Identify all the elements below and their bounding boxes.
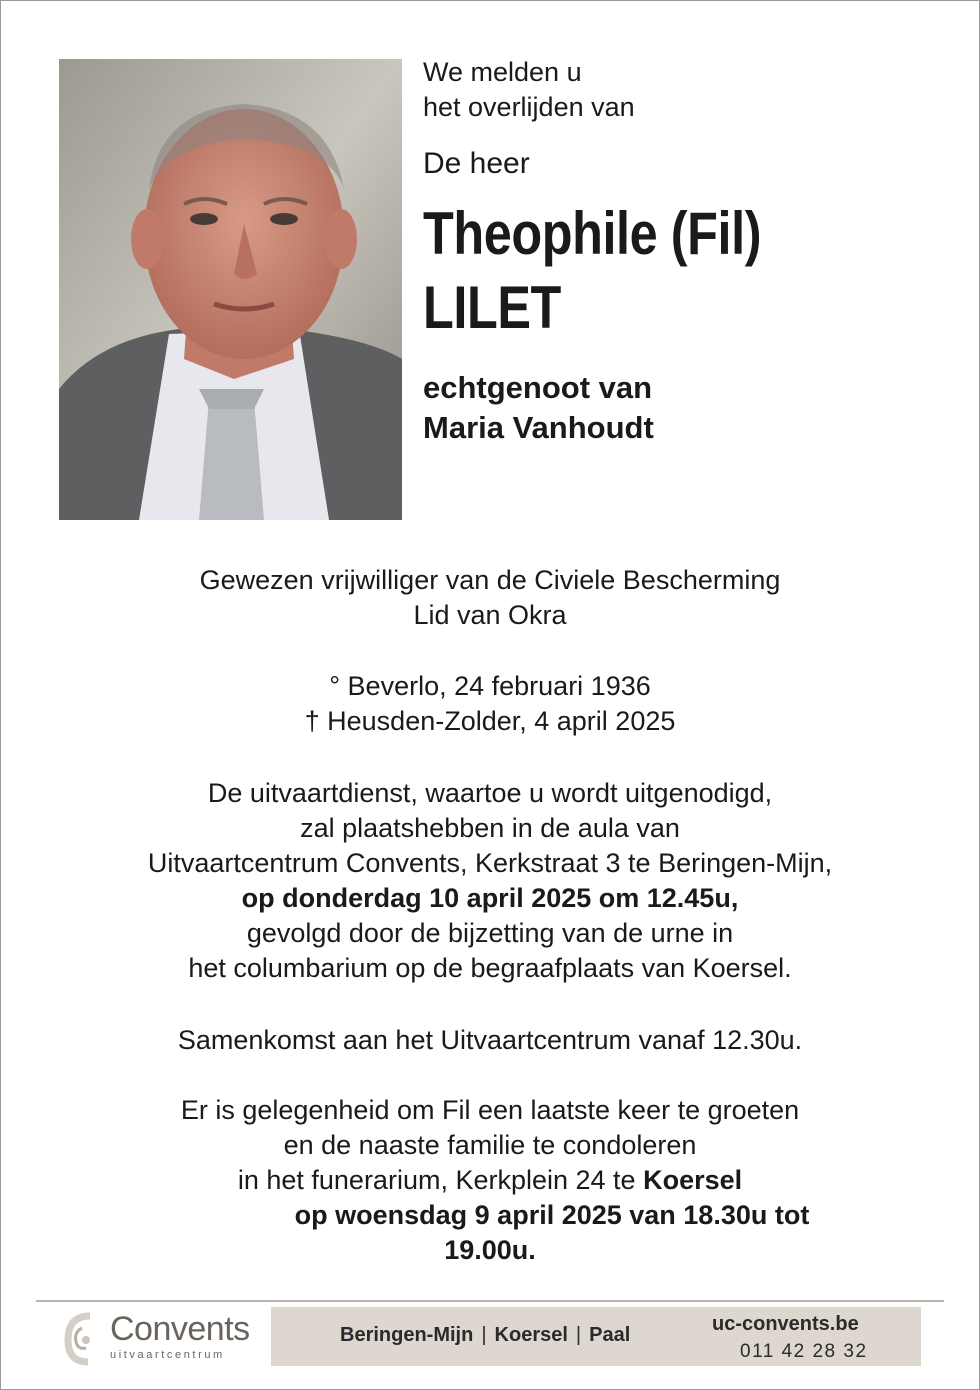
visitation-date-text: op woensdag 9 april 2025 van 18.30u tot bbox=[294, 1200, 810, 1230]
role-line-2: Lid van Okra bbox=[413, 600, 567, 630]
service-line-2: zal plaatshebben in de aula van bbox=[300, 813, 680, 843]
phone-number: 011 42 28 32 bbox=[740, 1341, 868, 1362]
visitation-place: Koersel bbox=[643, 1165, 743, 1195]
deceased-name bbox=[423, 197, 860, 345]
service-line-6: het columbarium op de begraafplaats van Koersel. bbox=[188, 953, 792, 983]
location-separator: | bbox=[481, 1324, 487, 1346]
visitation-line-3 bbox=[0, 1163, 980, 1198]
spouse-block bbox=[423, 368, 943, 448]
gathering-text: Samenkomst aan het Uitvaartcentrum vanaf 12.30u. bbox=[177, 1025, 803, 1055]
role-line-1: Gewezen vrijwilliger van de Civiele Bescherming bbox=[199, 565, 781, 595]
service-date bbox=[0, 881, 980, 916]
location-paal: Paal bbox=[589, 1324, 631, 1346]
last-name: LILET bbox=[423, 274, 561, 341]
visitation-time-end bbox=[0, 1233, 980, 1268]
title-prefix: De heer bbox=[423, 147, 530, 180]
first-name: Theophile (Fil) bbox=[423, 200, 762, 267]
announcement-line-2: het overlijden van bbox=[423, 92, 635, 122]
visitation-date bbox=[0, 1198, 980, 1233]
service-line-3: Uitvaartcentrum Convents, Kerkstraat 3 te Beringen-Mijn, bbox=[147, 848, 833, 878]
service-block bbox=[0, 776, 980, 986]
brand-name: Convents bbox=[110, 1310, 250, 1348]
service-line-1: De uitvaartdienst, waartoe u wordt uitgenodigd, bbox=[207, 778, 773, 808]
visitation-line-2: en de naaste familie te condoleren bbox=[283, 1130, 697, 1160]
birth-date: ° Beverlo, 24 februari 1936 bbox=[329, 671, 651, 701]
portrait-photo bbox=[59, 59, 402, 520]
location-separator: | bbox=[575, 1324, 582, 1346]
death-date: † Heusden-Zolder, 4 april 2025 bbox=[304, 706, 676, 736]
roles-block bbox=[0, 563, 980, 633]
service-line-5: gevolgd door de bijzetting van de urne in bbox=[246, 918, 734, 948]
location-koersel: Koersel bbox=[494, 1324, 568, 1346]
spouse-line-1: echtgenoot van bbox=[423, 370, 653, 405]
footer-divider bbox=[36, 1300, 944, 1302]
spouse-line-2: Maria Vanhoudt bbox=[423, 410, 654, 445]
visitation-block bbox=[0, 1093, 980, 1268]
announcement-line-1: We melden u bbox=[423, 57, 582, 87]
visitation-line-1: Er is gelegenheid om Fil een laatste keer te groeten bbox=[180, 1095, 800, 1125]
dates-block bbox=[0, 669, 980, 739]
convents-logo-icon bbox=[60, 1310, 104, 1366]
website-link[interactable]: uc-convents.be bbox=[712, 1313, 859, 1335]
visitation-address: in het funerarium, Kerkplein 24 te bbox=[237, 1165, 644, 1195]
location-beringen-mijn: Beringen-Mijn bbox=[340, 1324, 474, 1346]
header-block bbox=[423, 55, 943, 448]
service-date-text: op donderdag 10 april 2025 om 12.45u, bbox=[241, 883, 739, 913]
visitation-time-end-text: 19.00u. bbox=[444, 1235, 536, 1265]
gathering-block bbox=[0, 1023, 980, 1058]
footer-locations bbox=[340, 1324, 630, 1347]
brand-subtitle: uitvaartcentrum bbox=[110, 1349, 225, 1361]
